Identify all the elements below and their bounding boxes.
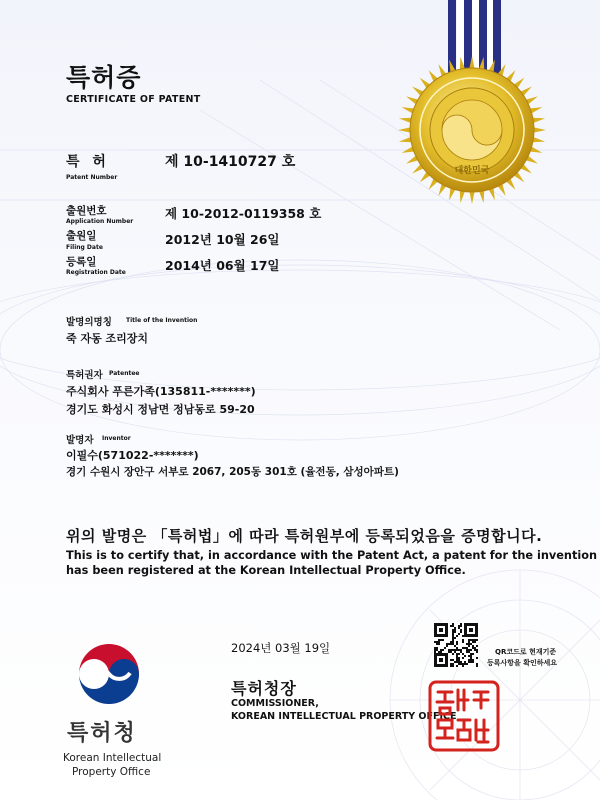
certification-statement-kr: 위의 발명은 「특허법」에 따라 특허원부에 등록되었음을 증명합니다. [66, 527, 543, 545]
application-number-value: 제 10-2012-0119358 호 [165, 206, 322, 221]
signatory-title-en-line1: COMMISSIONER, [231, 698, 319, 709]
invention-title-value: 죽 자동 조리장치 [66, 332, 149, 345]
inventor-label-kr: 발명자 [66, 435, 94, 446]
issue-date: 2024년 03월 19일 [231, 641, 331, 655]
patentee-label-en: Patentee [109, 370, 140, 377]
registration-date-label-kr: 등록일 [66, 256, 97, 268]
inventor-address: 경기 수원시 장안구 서부로 2067, 205동 301호 (율전동, 삼성아파트) [66, 466, 399, 478]
patent-number-label-en: Patent Number [66, 174, 118, 181]
seal-emblem-text: 대한민국 [454, 166, 490, 176]
invention-title-label-en: Title of the Invention [126, 317, 198, 324]
filing-date-value: 2012년 10월 26일 [165, 232, 280, 247]
certificate-title-kr: 특허증 [66, 63, 142, 92]
certification-statement-en-line2: has been registered at the Korean Intellectual Property Office. [66, 564, 466, 577]
patentee-name: 주식회사 푸른가족(135811-*******) [66, 385, 256, 398]
invention-title-label-kr: 발명의명칭 [66, 317, 112, 328]
qr-code[interactable] [433, 622, 479, 668]
patent-number-value: 제 10-1410727 호 [165, 154, 296, 170]
filing-date-label-kr: 출원일 [66, 230, 97, 242]
office-name-kr: 특허청 [67, 721, 137, 746]
patent-number-label-kr: 특 허 [66, 154, 110, 170]
patentee-address: 경기도 화성시 정남면 정남동로 59-20 [66, 403, 255, 416]
registration-date-value: 2014년 06월 17일 [165, 258, 280, 273]
office-name-en-line1: Korean Intellectual [63, 752, 162, 764]
certificate-title-en: CERTIFICATE OF PATENT [66, 94, 201, 105]
application-number-label-en: Application Number [66, 218, 134, 225]
filing-date-label-en: Filing Date [66, 244, 103, 251]
signatory-title-kr: 특허청장 [231, 679, 297, 698]
registration-date-label-en: Registration Date [66, 269, 126, 276]
patentee-label-kr: 특허권자 [66, 370, 103, 381]
office-name-en-line2: Property Office [72, 766, 151, 778]
kipo-logo-symbol [70, 635, 148, 713]
qr-note-line1: QR코드로 현재기준 [495, 648, 557, 656]
application-number-label-kr: 출원번호 [66, 205, 107, 217]
signatory-title-en-line2: KOREAN INTELLECTUAL PROPERTY OFFICE [231, 711, 457, 722]
inventor-name: 이필수(571022-*******) [66, 449, 199, 462]
official-red-stamp [428, 680, 500, 752]
certification-statement-en-line1: This is to certify that, in accordance with the Patent Act, a patent for the invention [66, 549, 598, 562]
inventor-label-en: Inventor [102, 435, 131, 442]
qr-note-line2: 등록사항을 확인하세요 [487, 659, 558, 667]
gold-seal-emblem [397, 55, 547, 205]
